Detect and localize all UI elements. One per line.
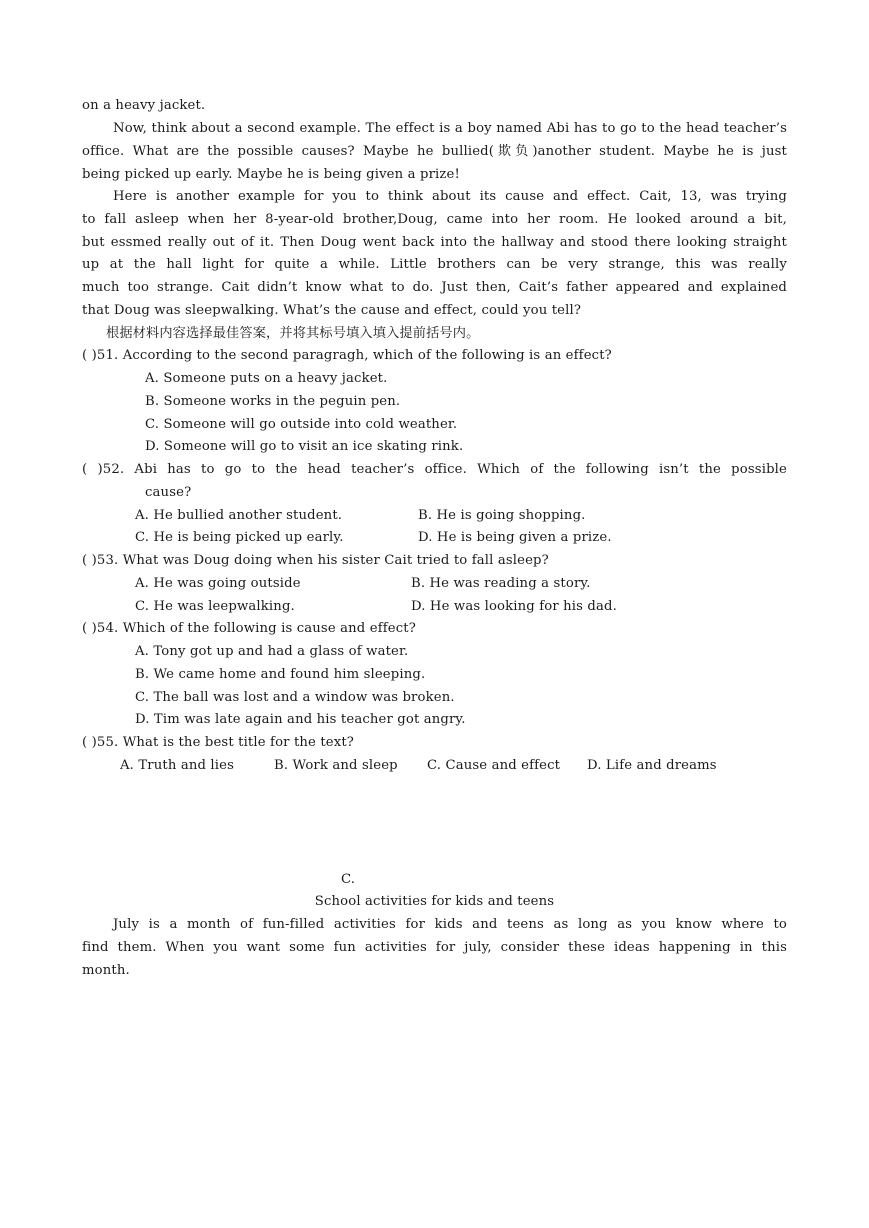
option-c: C. He was leepwalking. bbox=[135, 599, 295, 614]
question-55-stem: ( )55. What is the best title for the text? bbox=[82, 735, 355, 750]
option-b: B. He is going shopping. bbox=[418, 508, 586, 523]
question-52-stem-cont: cause? bbox=[145, 485, 192, 500]
paragraph-line: up at the hall light for quite a while. Little brothers can be very strange, this was really bbox=[82, 257, 787, 272]
section-label: C. bbox=[341, 872, 356, 887]
option-b: B. We came home and found him sleeping. bbox=[135, 667, 426, 682]
option-c: C. Cause and effect bbox=[427, 758, 561, 773]
question-52-stem: ( )52. Abi has to go to the head teacher’s office. Which of the following isn’t the possible bbox=[82, 462, 787, 477]
option-d: D. Someone will go to visit an ice skating rink. bbox=[145, 439, 464, 454]
option-c: C. He is being picked up early. bbox=[135, 530, 344, 545]
option-a: A. Someone puts on a heavy jacket. bbox=[145, 371, 388, 386]
section-title: School activities for kids and teens bbox=[314, 894, 555, 909]
paragraph-line: Now, think about a second example. The effect is a boy named Abi has to go to the head teacher’s bbox=[113, 121, 787, 136]
question-55-options bbox=[120, 757, 825, 775]
option-d: D. Life and dreams bbox=[587, 758, 717, 773]
option-a: A. Tony got up and had a glass of water. bbox=[135, 644, 409, 659]
option-c: C. Someone will go outside into cold weather. bbox=[145, 417, 458, 432]
option-d: D. He was looking for his dad. bbox=[411, 599, 617, 614]
paragraph-line: office. What are the possible causes? Maybe he bullied(欺负)another student. Maybe he is just bbox=[82, 144, 787, 159]
paragraph-line: Here is another example for you to think about its cause and effect. Cait, 13, was trying bbox=[113, 189, 787, 204]
paragraph-line: but essmed really out of it. Then Doug went back into the hallway and stood there looking straight bbox=[82, 235, 787, 250]
option-a: A. He bullied another student. bbox=[135, 508, 343, 523]
paragraph-line: that Doug was sleepwalking. What’s the cause and effect, could you tell? bbox=[82, 303, 582, 318]
paragraph-line: to fall asleep when her 8-year-old brother,Doug, came into her room. He looked around a bit, bbox=[82, 212, 787, 227]
paragraph-line: being picked up early. Maybe he is being given a prize! bbox=[82, 167, 460, 182]
question-53-stem: ( )53. What was Doug doing when his sister Cait tried to fall asleep? bbox=[82, 553, 549, 568]
option-d: D. Tim was late again and his teacher got angry. bbox=[135, 712, 466, 727]
option-b: B. He was reading a story. bbox=[411, 576, 591, 591]
question-54-stem: ( )54. Which of the following is cause and effect? bbox=[82, 621, 416, 636]
option-b: B. Someone works in the peguin pen. bbox=[145, 394, 401, 409]
instruction-text: 根据材料内容选择最佳答案，并将其标号填入填入提前括号内。 bbox=[106, 326, 480, 341]
paragraph-line: month. bbox=[82, 963, 130, 978]
option-b: B. Work and sleep bbox=[274, 758, 398, 773]
paragraph-line: July is a month of fun-filled activities for kids and teens as long as you know where to bbox=[113, 917, 787, 932]
option-d: D. He is being given a prize. bbox=[418, 530, 612, 545]
option-a: A. Truth and lies bbox=[120, 758, 235, 773]
paragraph-line: much too strange. Cait didn’t know what to do. Just then, Cait’s father appeared and explained bbox=[82, 280, 787, 295]
question-51-stem: ( )51. According to the second paragragh, which of the following is an effect? bbox=[82, 348, 612, 363]
paragraph-line: on a heavy jacket. bbox=[82, 98, 206, 113]
option-a: A. He was going outside bbox=[135, 576, 301, 591]
paragraph-line: find them. When you want some fun activities for july, consider these ideas happening in this bbox=[82, 940, 787, 955]
option-c: C. The ball was lost and a window was broken. bbox=[135, 690, 455, 705]
